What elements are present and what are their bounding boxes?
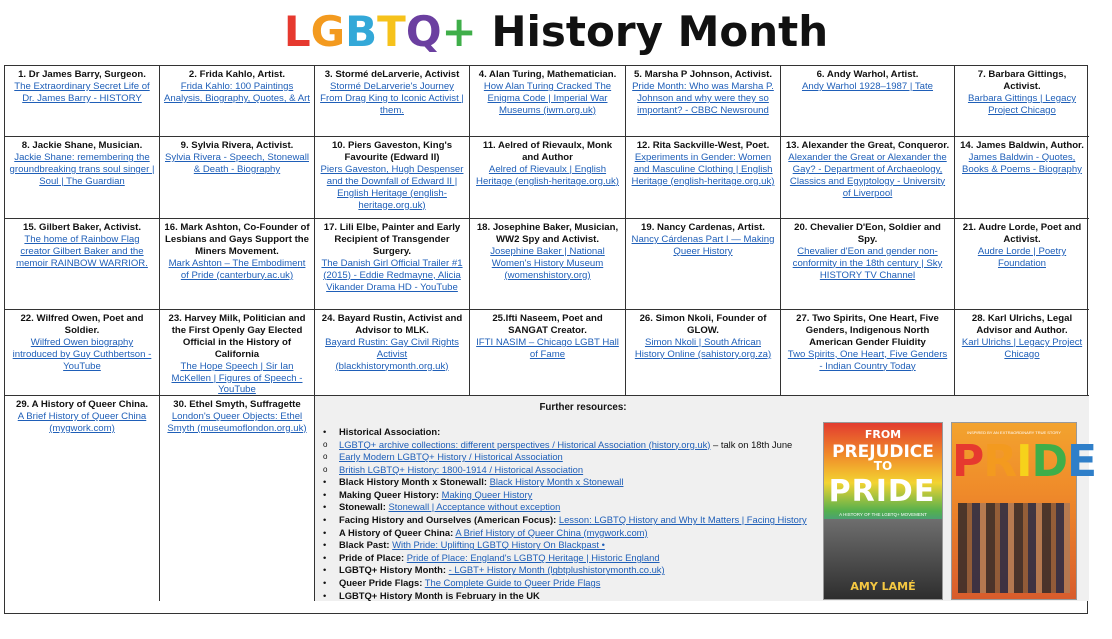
day-title: 13. Alexander the Great, Conqueror. xyxy=(785,140,950,151)
page-title xyxy=(0,6,1112,58)
film-poster-pride xyxy=(951,422,1097,600)
day-cell xyxy=(470,219,626,310)
day-cell xyxy=(5,66,160,137)
resource-label: Queer Pride Flags: xyxy=(339,577,423,589)
title-letter: Q xyxy=(405,7,442,56)
resources-list xyxy=(323,426,823,602)
day-title: 30. Ethel Smyth, Suffragette xyxy=(173,399,301,410)
day-link[interactable]: The Extraordinary Secret Life of Dr. James Barry - HISTORY xyxy=(14,80,150,104)
poster-tagline: INSPIRED BY AN EXTRAORDINARY TRUE STORY xyxy=(967,430,1061,435)
resource-link[interactable]: - LGBT+ History Month (lgbtplushistorymonth.co.uk) xyxy=(448,564,665,576)
calendar-grid xyxy=(4,65,1097,614)
day-cell xyxy=(955,310,1089,396)
day-link[interactable]: Nancy Cárdenas Part I — Making Queer History xyxy=(631,233,775,257)
day-title: 6. Andy Warhol, Artist. xyxy=(816,69,919,80)
bullet-icon: o xyxy=(323,452,328,462)
bullet-icon: • xyxy=(323,501,327,513)
resource-label: Making Queer History: xyxy=(339,488,440,500)
further-resources xyxy=(315,396,1097,601)
resource-link[interactable]: British LGBTQ+ History: 1800-1914 / Historical Association xyxy=(339,463,584,475)
day-title: 4. Alan Turing, Mathematician. xyxy=(478,69,617,80)
day-cell xyxy=(315,137,470,219)
day-link[interactable]: Barbara Gittings | Legacy Project Chicago xyxy=(967,92,1077,116)
day-title: 8. Jackie Shane, Musician. xyxy=(21,140,143,151)
resources-title: Further resources: xyxy=(539,402,627,413)
day-link[interactable]: Jackie Shane: remembering the groundbreaking trans soul singer | Soul | The Guardian xyxy=(9,151,155,187)
day-cell xyxy=(160,219,315,310)
resource-item xyxy=(323,514,823,527)
day-cell xyxy=(5,396,160,601)
resource-label: Stonewall: xyxy=(339,501,386,513)
day-link[interactable]: Josephine Baker | National Women's History Museum (womenshistory.org) xyxy=(490,245,605,281)
resource-link[interactable]: Lesson: LGBTQ History and Why It Matters | Facing History xyxy=(558,514,807,526)
day-link[interactable]: Mark Ashton – The Embodiment of Pride (canterbury.ac.uk) xyxy=(168,257,306,281)
bullet-icon: • xyxy=(323,589,327,601)
day-title: 27. Two Spirits, One Heart, Five Genders, Indigenous North American Gender Fluidity xyxy=(796,313,939,348)
day-link[interactable]: Bayard Rustin: Gay Civil Rights Activist (blackhistorymonth.org.uk) xyxy=(325,336,459,372)
day-link[interactable]: Pride Month: Who was Marsha P. Johnson and why were they so important? - CBBC Newsround xyxy=(632,80,774,116)
resource-label: Historical Association: xyxy=(339,425,441,437)
resource-item xyxy=(323,577,823,590)
day-title: 3. Stormé deLarverie, Activist xyxy=(324,69,460,80)
bullet-icon: • xyxy=(323,425,327,437)
day-link[interactable]: London's Queer Objects: Ethel Smyth (museumoflondon.org.uk) xyxy=(167,410,307,434)
day-cell xyxy=(470,66,626,137)
resource-item xyxy=(323,451,823,464)
title-letter: T xyxy=(377,7,406,56)
bullet-icon: • xyxy=(323,539,327,551)
title-letter: L xyxy=(283,7,311,56)
resource-link[interactable]: LGBTQ+ archive collections: different perspectives / Historical Association (history.org.uk) xyxy=(339,438,711,450)
resource-item xyxy=(323,564,823,577)
resource-label: LGBTQ+ History Month: xyxy=(339,564,447,576)
bullet-icon: • xyxy=(323,526,327,538)
day-title: 7. Barbara Gittings, Activist. xyxy=(977,69,1067,92)
day-link[interactable]: Frida Kahlo: 100 Paintings Analysis, Biography, Quotes, & Art xyxy=(164,80,310,104)
resource-label: Black History Month x Stonewall: xyxy=(339,476,487,488)
day-link[interactable]: Two Spirits, One Heart, Five Genders - Indian Country Today xyxy=(787,348,948,372)
day-title: 29. A History of Queer China. xyxy=(15,399,149,410)
day-title: 10. Piers Gaveston, King's Favourite (Edward II) xyxy=(331,140,453,163)
day-link[interactable]: How Alan Turing Cracked The Enigma Code | Imperial War Museums (iwm.org.uk) xyxy=(483,80,612,116)
day-title: 28. Karl Ulrichs, Legal Advisor and Author. xyxy=(971,313,1073,336)
day-title: 9. Sylvia Rivera, Activist. xyxy=(180,140,294,151)
day-cell xyxy=(781,66,955,137)
day-cell xyxy=(781,219,955,310)
day-title: 1. Dr James Barry, Surgeon. xyxy=(18,69,146,80)
day-title: 15. Gilbert Baker, Activist. xyxy=(22,222,142,233)
resource-label: Black Past: xyxy=(339,539,390,551)
book-cover-text: TO xyxy=(873,459,893,473)
day-cell xyxy=(160,137,315,219)
resource-link[interactable]: Black History Month x Stonewall xyxy=(489,476,624,488)
day-cell xyxy=(626,310,781,396)
resource-item xyxy=(323,489,823,502)
day-link[interactable]: Experiments in Gender: Women and Masculine Clothing | English Heritage (english-heritage.org.uk) xyxy=(631,151,775,187)
resource-item xyxy=(323,439,823,452)
day-cell xyxy=(160,66,315,137)
day-cell xyxy=(955,137,1089,219)
day-link[interactable]: Karl Ulrichs | Legacy Project Chicago xyxy=(961,336,1083,360)
resource-item xyxy=(323,539,823,552)
day-link[interactable]: Alexander the Great or Alexander the Gay? - Department of Archaeology, Classics and Egyptology - University of Liverpool xyxy=(788,151,947,199)
day-title: 23. Harvey Milk, Politician and the First Openly Gay Elected Official in the History of California xyxy=(168,313,306,360)
day-link[interactable]: Simon Nkoli | South African History Online (sahistory.org.za) xyxy=(634,336,772,360)
day-link[interactable]: Audre Lorde | Poetry Foundation xyxy=(977,245,1067,269)
day-cell xyxy=(5,219,160,310)
title-letter: + xyxy=(441,7,477,56)
resource-item xyxy=(323,426,823,439)
day-link[interactable]: Piers Gaveston, Hugh Despenser and the Downfall of Edward II | English Heritage (english-heritage.org.uk) xyxy=(320,163,464,211)
day-title: 21. Audre Lorde, Poet and Activist. xyxy=(962,222,1082,245)
bullet-icon: • xyxy=(323,551,327,563)
day-title: 20. Chevalier D'Eon, Soldier and Spy. xyxy=(794,222,941,245)
day-title: 25.Ifti Naseem, Poet and SANGAT Creator. xyxy=(492,313,603,336)
day-link[interactable]: Aelred of Rievaulx | English Heritage (english-heritage.org.uk) xyxy=(476,163,619,187)
day-title: 14. James Baldwin, Author. xyxy=(960,140,1084,151)
bullet-icon: • xyxy=(323,488,327,500)
resource-label: A History of Queer China: xyxy=(339,526,454,538)
bullet-icon: • xyxy=(323,476,327,488)
book-cover-text: A HISTORY OF THE LGBTQ+ MOVEMENT xyxy=(839,512,927,517)
day-cell xyxy=(781,137,955,219)
day-cell xyxy=(315,310,470,396)
day-title: 26. Simon Nkoli, Founder of GLOW. xyxy=(639,313,767,336)
resource-item xyxy=(323,590,823,603)
day-title: 11. Aelred of Rievaulx, Monk and Author xyxy=(482,140,613,163)
day-title: 17. Lili Elbe, Painter and Early Recipient of Transgender Surgery. xyxy=(323,222,461,257)
resource-link[interactable]: With Pride: Uplifting LGBTQ History On Blackpast • xyxy=(392,539,605,551)
day-title: 5. Marsha P Johnson, Activist. xyxy=(633,69,773,80)
resource-item xyxy=(323,464,823,477)
title-letter: B xyxy=(345,7,378,56)
day-cell xyxy=(626,219,781,310)
book-cover-text: FROM xyxy=(864,428,902,441)
day-link[interactable]: A Brief History of Queer China (mygwork.com) xyxy=(17,410,147,434)
resource-label: Pride of Place: xyxy=(339,551,405,563)
poster-cast-photo xyxy=(958,503,1070,593)
day-link[interactable]: Stormé DeLarverie's Journey From Drag King to Iconic Activist | them. xyxy=(320,80,464,116)
resource-label: Facing History and Ourselves (American Focus): xyxy=(339,514,557,526)
resource-item xyxy=(323,552,823,565)
day-title: 18. Josephine Baker, Musician, WW2 Spy and Activist. xyxy=(476,222,619,245)
book-author: AMY LAMÉ xyxy=(850,580,916,594)
book-cover-text: PRIDE xyxy=(828,474,936,509)
day-link[interactable]: The Hope Speech | Sir Ian McKellen | Figures of Speech - YouTube xyxy=(171,360,303,396)
day-link[interactable]: Sylvia Rivera - Speech, Stonewall & Death - Biography xyxy=(165,151,309,175)
book-cover-text: PREJUDICE xyxy=(832,442,934,462)
title-letter: G xyxy=(310,7,346,56)
resource-link[interactable]: A Brief History of Queer China (mygwork.com) xyxy=(455,526,648,538)
day-cell xyxy=(470,137,626,219)
day-cell xyxy=(955,66,1089,137)
day-cell xyxy=(470,310,626,396)
day-link[interactable]: Chevalier d'Eon and gender non-conformity in the 18th century | Sky HISTORY TV Channel xyxy=(792,245,943,281)
resource-link[interactable]: Pride of Place: England's LGBTQ Heritage | Historic England xyxy=(406,551,660,563)
day-link[interactable]: Wilfred Owen biography introduced by Guy Cuthbertson - YouTube xyxy=(12,336,152,372)
title-rest: History Month xyxy=(476,7,829,56)
resource-link[interactable]: Making Queer History xyxy=(441,488,533,500)
bullet-icon: • xyxy=(323,514,327,526)
day-cell xyxy=(315,66,470,137)
day-title: 12. Rita Sackville-West, Poet. xyxy=(636,140,770,151)
bullet-icon: • xyxy=(323,577,327,589)
resource-link[interactable]: The Complete Guide to Queer Pride Flags xyxy=(424,577,601,589)
day-title: 2. Frida Kahlo, Artist. xyxy=(188,69,286,80)
day-cell xyxy=(5,137,160,219)
book-cover-from-prejudice-to-pride xyxy=(823,422,943,600)
bullet-icon: o xyxy=(323,439,328,449)
resource-label: LGBTQ+ History Month is February in the UK xyxy=(339,589,540,601)
bullet-icon: • xyxy=(323,564,327,576)
day-title: 22. Wilfred Owen, Poet and Soldier. xyxy=(20,313,144,336)
day-cell xyxy=(626,137,781,219)
day-cell xyxy=(160,396,315,601)
title-rainbow xyxy=(284,7,477,56)
day-link[interactable]: IFTI NASIM – Chicago LGBT Hall of Fame xyxy=(476,336,619,360)
resource-item xyxy=(323,527,823,540)
resource-link[interactable]: Early Modern LGBTQ+ History / Historical Association xyxy=(339,451,563,463)
day-link[interactable]: The Danish Girl Official Trailer #1 (2015) - Eddie Redmayne, Alicia Vikander Drama HD - YouTube xyxy=(321,257,463,293)
resource-item xyxy=(323,501,823,514)
bullet-icon: o xyxy=(323,464,328,474)
day-cell xyxy=(781,310,955,396)
day-title: 16. Mark Ashton, Co-Founder of Lesbians and Gays Support the Miners Movement. xyxy=(164,222,310,257)
day-cell xyxy=(626,66,781,137)
resource-item xyxy=(323,476,823,489)
day-title: 19. Nancy Cardenas, Artist. xyxy=(641,222,765,233)
day-cell xyxy=(955,219,1089,310)
day-cell xyxy=(160,310,315,396)
resource-link[interactable]: Stonewall | Acceptance without exception xyxy=(388,501,561,513)
poster-title: PRIDE xyxy=(952,436,1097,487)
day-link[interactable]: Andy Warhol 1928–1987 | Tate xyxy=(801,80,934,92)
day-cell xyxy=(315,219,470,310)
day-link[interactable]: James Baldwin - Quotes, Books & Poems - Biography xyxy=(962,151,1082,175)
day-cell xyxy=(5,310,160,396)
resource-note: – talk on 18th June xyxy=(710,438,793,450)
day-title: 24. Bayard Rustin, Activist and Advisor to MLK. xyxy=(321,313,463,336)
day-link[interactable]: The home of Rainbow Flag creator Gilbert Baker and the memoir RAINBOW WARRIOR. xyxy=(16,233,148,269)
